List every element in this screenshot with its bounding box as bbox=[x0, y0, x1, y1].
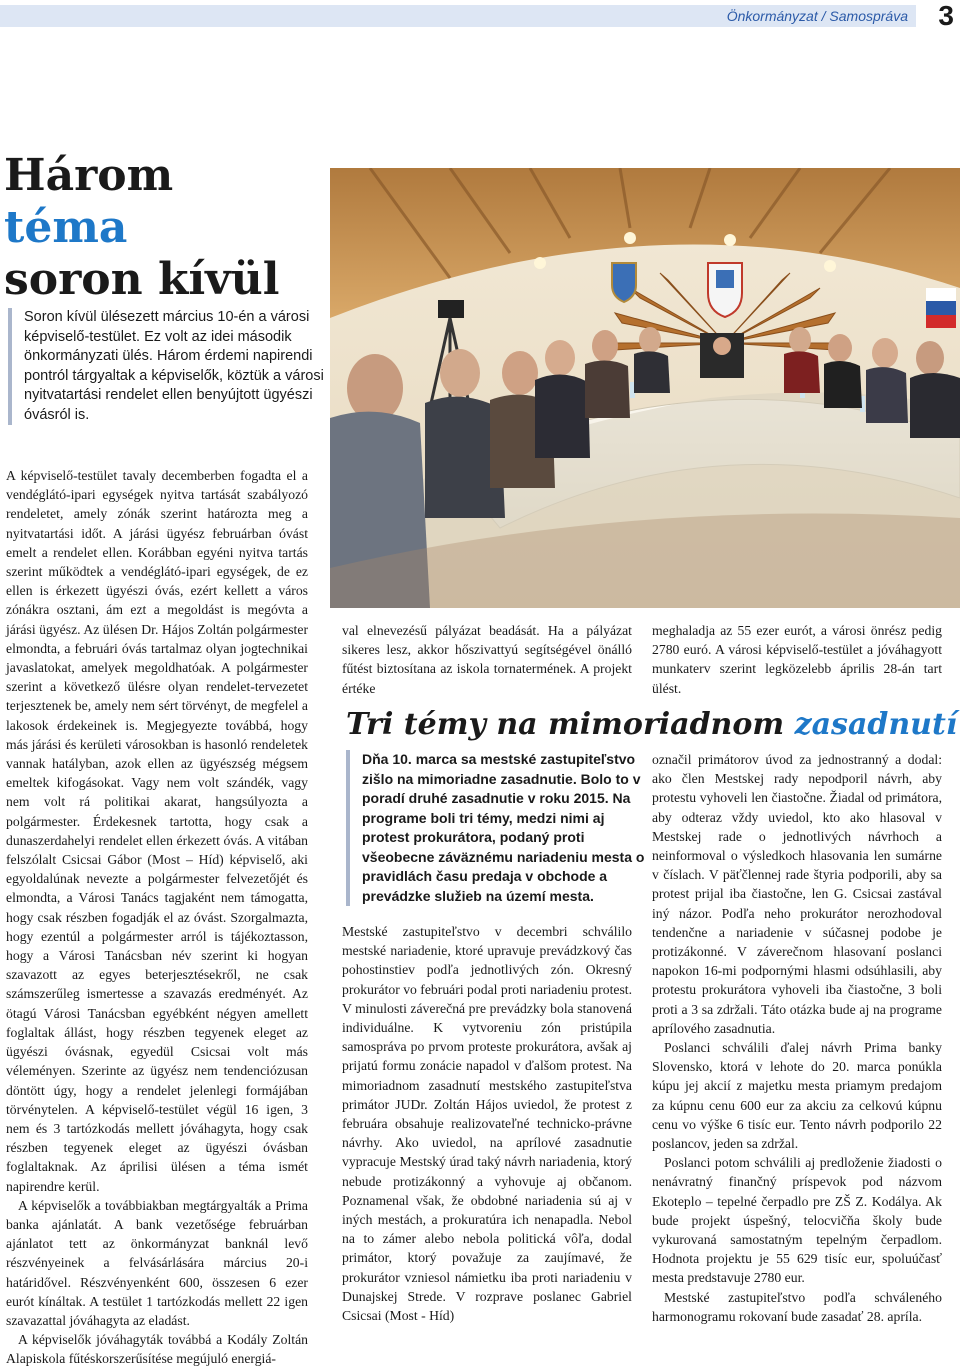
sk-lead: Dňa 10. marca sa mestské zastupiteľstvo zišlo na mimoriadne zasadnutie. Bolo to v poradí druhé zasadnutie v roku 2015. Na programe boli tri témy, medzi nimi aj protest prokurátora, podaný proti všeobecne záväznému nariadeniu mesta o pravidlách času predaja v obchode a prevádzke služieb na území mesta. bbox=[346, 750, 648, 906]
hu-lead: Soron kívül ülésezett március 10-én a városi képviselő-testület. Ez volt az idei második önkormányzati ülés. Három érdemi napirendi pontról tárgyaltak a képviselők, köztük a városi nyitvatartási rendelet ellen benyújtott ügyészi óvásról is. bbox=[8, 308, 330, 425]
hu-headline bbox=[4, 150, 324, 306]
hu-paragraph: A képviselők a továbbiakban megtárgyalták a Prima banka ajánlatát. A bank vezetősége februárban ajánlatot tett az önkormányzat banknál levő részvényeinek a felvásárlására március 20-i határidővel. Részvényenként 600, összesen 6 ezer eurót kínáltak. A testület 1 tartózkodás mellett 22 igen szavazattal jóváhagyta az eladást. bbox=[6, 1197, 308, 1328]
sk-paragraph: Mestské zastupiteľstvo podľa schváleného harmonogramu rokovaní bude zasadať 28. apríla. bbox=[652, 1289, 942, 1324]
page-number: 3 bbox=[938, 0, 954, 31]
hu-paragraph: A képviselő-testület tavaly decemberben fogadta el a vendéglátó-ipari egységek nyitva tartását szabályozó rendeletet, amely zónák szerint határozta meg a nyitvatartási időt. A járási ügyész februárban óvást emelt a rendelet ellen. Korábban egyéni nyitva tartás szerint működtek a vendéglátó-ipari egységek, de ez ellen is érkezett ügyészi óvás, ezért kellett a város zónákra osztani, ám ezt a megoldást is megóvta a járási ügyész. Az ülésen Dr. Hájos Zoltán polgármester elmondta, a februári óvás tartalmaz olyan jogtechnikai javaslatokat, amelyek megoldhatóak. A polgármester szerint a következő ülésre olyan rendelet-tervezetet terjesztenek be, amely nem sért törvényt, de megfelel a lakosok érdekeinek is. Megjegyezte továbbá, hogy más járási és kerületi városokban is hasonló rendeletek vannak hatályban, azok ellen az ügyészség mégsem emeltek kifogásokat. Vagy nem volt szándék, vagy nem volt rá politikai akarat, hangsúlyozta a polgármester. Érdekesnek tartotta, hogy csak a dunaszerdahelyi rendelet ellen érkezett óvás. A vitában felszólalt Csicsai Gábor (Most – Híd) képviselő, aki egyoldalúnak nevezte a polgármester felvezetőjét és elmondta, a Városi Tanács tagjaként nem támogatta, hogy csak részben fogadják el az óvást. Szorgalmazta, hogy ezentúl a polgármester arról is tájékoztasson, hogy a Városi Tanácsban név szerint ki hogyan szavazott az egyes beterjesztésekről, ne csak számszerűleg ismertesse a szavazás eredményét. Az ötagú Városi Tanácsban egyébként négyen amellett foglaltak állást, hogy részben tegyenek eleget az ügyészi óvásnak, egyedül Csicsai volt más véleményen. Szerinte az ügyész nem tendenciózusan döntött úgy, hogy a rendelet jelenlegi formájában törvénytelen. A képviselő-testület végül 16 igen, 3 nem és 3 tartózkodás mellett jóváhagyta, hogy csak részben tegyenek eleget az ügyészi óvásban foglaltaknak. Az áprilisi ülésen a téma ismét napirendre kerül. bbox=[6, 468, 308, 1194]
hu-continuation-col2: meghaladja az 55 ezer eurót, a városi önrész pedig 2780 euró. A városi képviselő-testület a jóváhagyott munkaterv szerint legközelebb április 28-án tart ülést. bbox=[652, 623, 942, 696]
council-meeting-photo bbox=[330, 168, 960, 608]
hu-paragraph: A képviselők jóváhagyták továbbá a Kodály Zoltán Alapiskola fűtéskorszerűsítése megújuló energiá- bbox=[6, 1332, 308, 1367]
sk-headline-blue: zasadnutí bbox=[794, 707, 958, 742]
hu-body bbox=[6, 466, 308, 1369]
sk-headline-black: Tri témy na mimoriadnom bbox=[346, 707, 785, 742]
sk-paragraph: Poslanci schválili ďalej návrh Prima banky Slovensko, ktorá v lehote do 20. marca ponúkla kúpu jej akcií z majetku mesta priamym predajom za kúpnu cenu 600 eur za akciu za celkovú kúpnu cenu vo výške 6 tisíc eur. Tento návrh podporilo 22 poslancov, jeden sa zdržal. bbox=[652, 1040, 942, 1152]
sk-paragraph: Poslanci potom schválili aj predloženie žiadosti o nenávratný finančný príspevok pod názvom Ekoteplo – tepelné čerpadlo pre ZŠ Z. Kodálya. Ak bude projekt úspešný, telocvičňa školy bude vykurovaná samostatným tepelným čerpadlom. Hodnota projektu je 55 629 tisíc eur, spoluúčasť mesta predstavuje 2780 eur. bbox=[652, 1155, 942, 1286]
sk-headline bbox=[346, 706, 958, 744]
sk-paragraph: označil primátorov úvod za jednostranný a dodal: ako člen Mestskej rady nepodporil návrh, aby protestu vyhoveli len čiastočne. Žiadal od primátora, aby odteraz vždy uviedol, kto ako hlasoval v Mestskej rade o jednotlivých návrhoch a neinformoval o výsledkoch hlasovania len sumárne v číslach. V päťčlennej rade štyria podporili, aby sa protest prijal iba čiastočne, len G. Csicsai zastával iný názor. Podľa neho prokurátor nerozhodoval tendenčne a nariadenie v súčasnej podobe je protizákonné. V záverečnom hlasovaní poslanci napokon 16-mi podpornými hlasmi odsúhlasili, aby protestu prokurátora vyhoveli iba čiastočne, 3 boli proti a 3 sa zdržali. Táto otázka bude aj na programe aprílového zasadnutia. bbox=[652, 752, 942, 1036]
hu-headline-line3: soron kívül bbox=[4, 254, 280, 305]
hu-continuation-col1: val elnevezésű pályázat beadását. Ha a pályázat sikeres lesz, akkor hőszivattyú segítségével önálló fűtést biztosítana az iskola tornatermének. A projekt értéke bbox=[342, 623, 632, 696]
page-header bbox=[0, 0, 960, 32]
sk-paragraph: Mestské zastupiteľstvo v decembri schválilo mestské nariadenie, ktoré upravuje prevádzkový čas pohostinstiev podľa jednotlivých zón. Okresný prokurátor vo februári podal proti nariadeniu protest. V minulosti záverečná pre prevádzky bola stanovená individuálne. K vytvoreniu zón pristúpila samospráva po prvom proteste prokurátora, avšak aj prijatú formu zonácie napadol v ďalšom protest. Na mimoriadnom zasadnutí mestského zastupiteľstva primátor JUDr. Zoltán Hájos uviedol, že protest z februára obsahuje realizovateľné technicko-právne návrhy. Ako uviedol, na aprílové zasadnutie vypracuje Mestský úrad taký návrh nariadenia, ktorý nebude protizákonný a vyhovuje aj občanom. Poznamenal však, že obdobné nariadenia sú aj v iných mestách, a prokuratúra ich nenapadla. Nebol na to zámer alebo nebola politická vôľa, dodal primátor, ktorý považuje za zaujímavé, že prokurátor vzniesol námietku iba proti nariadeniu v Dunajskej Strede. V rozprave poslanec Gabriel Csicsai (Most - Híd) bbox=[342, 924, 633, 1324]
section-title: Önkormányzat / Samospráva bbox=[726, 8, 908, 24]
hu-headline-line1: Három bbox=[4, 150, 174, 201]
hu-headline-line2: téma bbox=[4, 202, 128, 253]
sk-col1 bbox=[342, 922, 632, 1325]
sk-col2 bbox=[652, 750, 942, 1326]
